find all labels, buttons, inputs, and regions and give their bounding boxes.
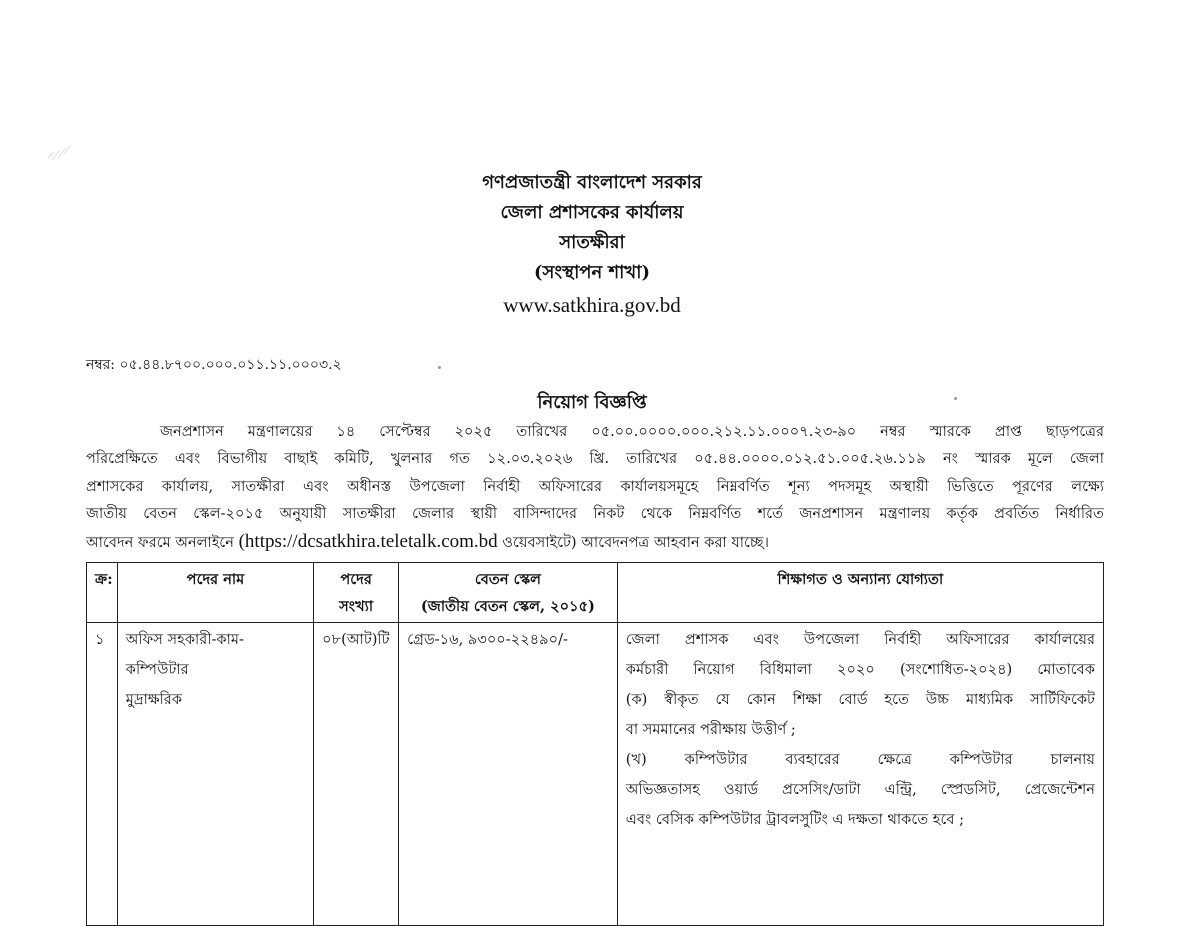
district-name: সাতক্ষীরা	[559, 232, 625, 253]
row-pay-scale: গ্রেড-১৬, ৯৩০০-২২৪৯০/-	[399, 623, 618, 926]
header-count-line1: পদের	[340, 571, 372, 588]
qualification-line: এবং বেসিক কম্পিউটার ট্রাবলসুটিং এ দক্ষতা থাকতে হবে ;	[625, 811, 965, 828]
office-name: জেলা প্রশাসকের কার্যালয়	[500, 202, 684, 223]
table-row	[87, 623, 1104, 926]
table-header-row	[87, 563, 1104, 623]
post-name-line: কম্পিউটার	[125, 661, 189, 678]
header-count-line2: সংখ্যা	[339, 598, 374, 615]
qualification-line: কর্মচারী নিয়োগ বিধিমালা ২০২০ (সংশোধিত-২০২৪) মোতাবেক	[625, 661, 1095, 678]
paragraph-line-last	[86, 528, 1104, 555]
qualification-line: (ক) স্বীকৃত যে কোন শিক্ষা বোর্ড হতে উচ্চ মাধ্যমিক সার্টিফিকেট	[625, 691, 1095, 708]
government-name: গণপ্রজাতন্ত্রী বাংলাদেশ সরকার	[482, 172, 702, 193]
paragraph-line: পরিপ্রেক্ষিতে এবং বিভাগীয় বাছাই কমিটি, খুলনার গত ১২.০৩.২০২৬ খ্রি. তারিখের ০৫.৪৪.০০০০.০১২.৫১.০০৫.২৬.১১৯ নং স্মারক মূলে জেলা	[86, 450, 1104, 468]
header-serial: ক্র:	[87, 563, 118, 623]
memo-number: নম্বর: ০৫.৪৪.৮৭০০.০০০.০১১.১১.০০০৩.২	[86, 357, 342, 373]
header-qualification: শিক্ষাগত ও অন্যান্য যোগ্যতা	[617, 563, 1103, 623]
scan-speck	[438, 366, 441, 369]
scan-speck	[954, 397, 957, 400]
branch-name: (সংস্থাপন শাখা)	[534, 262, 650, 283]
header-pay-line1: বেতন স্কেল	[474, 571, 541, 588]
scan-smudge-mark	[46, 140, 72, 162]
paragraph-line: জাতীয় বেতন স্কেল-২০১৫ অনুযায়ী সাতক্ষীরা জেলার স্থায়ী বাসিন্দাদের নিকট থেকে নিম্নবর্ণিত শর্তে জনপ্রশাসন মন্ত্রণালয় কর্তৃক প্রবর্তিত নির্ধারিত	[86, 505, 1104, 523]
header-pay-scale	[399, 563, 618, 623]
header-post-count	[314, 563, 399, 623]
qualification-line: অভিজ্ঞতাসহ ওয়ার্ড প্রসেসিং/ডাটা এন্ট্রি, স্প্রেডসিট, প্রেজেন্টেশন	[625, 781, 1095, 798]
posts-table	[86, 562, 1104, 926]
qualification-line: বা সমমানের পরীক্ষায় উত্তীর্ণ ;	[625, 721, 796, 738]
office-header	[0, 168, 1184, 320]
paragraph-line: জনপ্রশাসন মন্ত্রণালয়ের ১৪ সেপ্টেম্বর ২০২৫ তারিখের ০৫.০০.০০০০.০০০.২১২.১১.০০০৭.২৩-৯০ নম্বর স্মারকে প্রাপ্ত ছাড়পত্রের	[160, 423, 1104, 440]
qualification-line: জেলা প্রশাসক এবং উপজেলা নির্বাহী অফিসারের কার্যালয়ের	[625, 631, 1095, 648]
website-link[interactable]: www.satkhira.gov.bd	[503, 293, 681, 317]
header-post-name: পদের নাম	[117, 563, 313, 623]
post-name-line: অফিস সহকারী-কাম-	[125, 631, 244, 648]
qualification-line: (খ) কম্পিউটার ব্যবহারের ক্ষেত্রে কম্পিউটার চালনায়	[625, 751, 1095, 768]
row-serial: ১	[87, 623, 118, 926]
notice-title: নিয়োগ বিজ্ঞপ্তি	[537, 392, 647, 413]
notice-paragraph	[86, 418, 1104, 555]
paragraph-text: আবেদন ফরমে অনলাইনে	[86, 533, 239, 551]
paragraph-line: প্রশাসকের কার্যালয়, সাতক্ষীরা এবং অধীনস্ত উপজেলা নির্বাহী অফিসারের কার্যালয়সমূহে নিম্নবর্ণিত শূন্য পদসমূহ অস্থায়ী ভিত্তিতে পূরণের লক্ষ্যে	[86, 477, 1104, 495]
post-name-line: মুদ্রাক্ষরিক	[125, 691, 183, 708]
row-qualification	[617, 623, 1103, 926]
row-post-name	[117, 623, 313, 926]
application-url[interactable]: (https://dcsatkhira.teletalk.com.bd	[238, 530, 498, 552]
header-pay-line2: (জাতীয় বেতন স্কেল, ২০১৫)	[420, 598, 595, 615]
paragraph-text: ওয়েবসাইটে) আবেদনপত্র আহবান করা যাচ্ছে।	[497, 533, 769, 551]
row-post-count: ০৮(আট)টি	[314, 623, 399, 926]
